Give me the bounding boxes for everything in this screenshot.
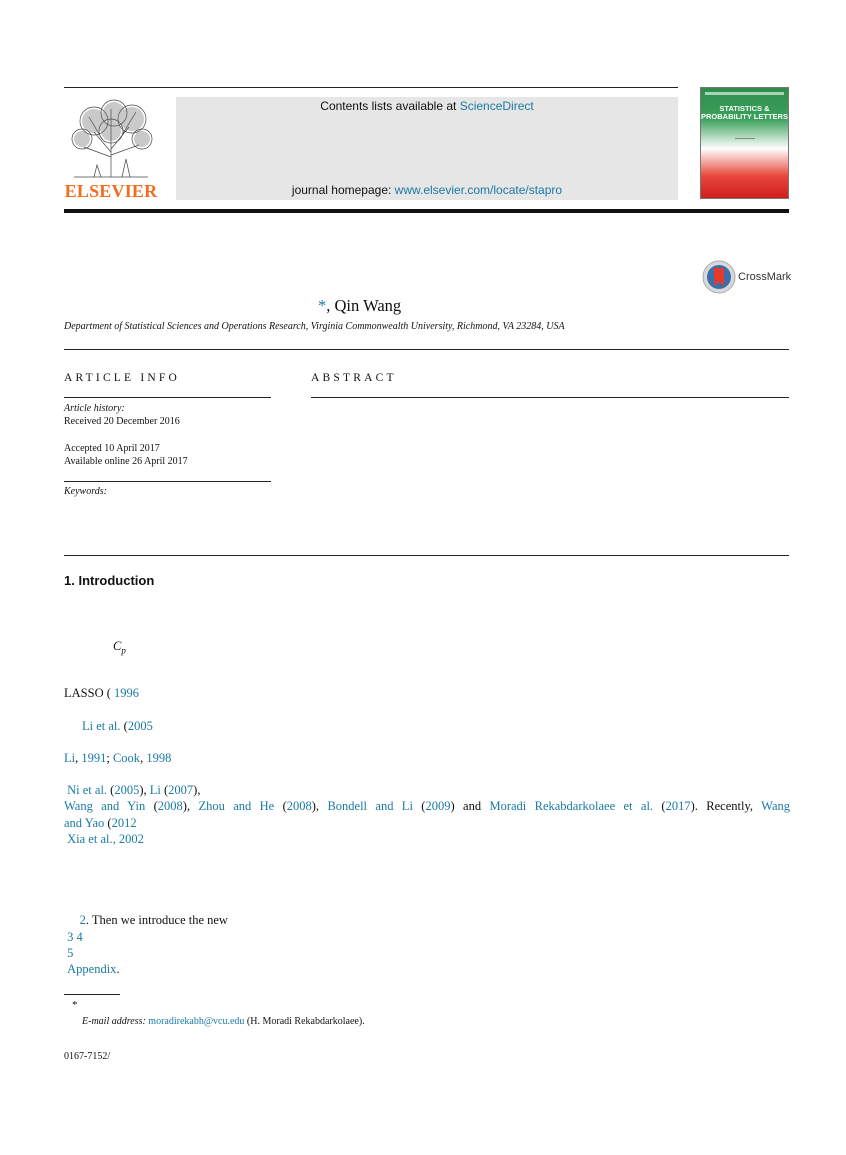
- wang-yao-year-link[interactable]: 2012: [111, 816, 137, 830]
- email-label: E-mail address:: [82, 1016, 146, 1027]
- bondell-li-year-link[interactable]: 2009: [425, 799, 451, 813]
- keywords-label: Keywords:: [64, 486, 107, 497]
- footnote-marker: *: [72, 999, 78, 1011]
- appendix-link[interactable]: Appendix: [67, 962, 117, 976]
- li-open-paren: (: [120, 719, 128, 733]
- cp-letter: C: [113, 639, 122, 653]
- xia-line: [64, 831, 144, 847]
- wang-yao-citation-link[interactable]: Wang: [761, 799, 791, 813]
- introduction-heading: 1. Introduction: [64, 573, 155, 588]
- available-date: Available online 26 April 2017: [64, 456, 188, 467]
- ni-li-line: Ni et al. (2005), Li (2007),: [67, 783, 201, 797]
- homepage-prefix: journal homepage:: [291, 183, 395, 197]
- cook-sep: ,: [140, 751, 147, 765]
- abstract-end-rule: [64, 555, 789, 556]
- journal-cover[interactable]: [700, 87, 789, 199]
- contents-line: [176, 99, 678, 113]
- affiliation-rule: [64, 349, 789, 350]
- semicolon: ;: [106, 751, 113, 765]
- section-5-link[interactable]: 5: [67, 946, 74, 960]
- cook-year-link[interactable]: 1998: [146, 751, 172, 765]
- cook-author-link[interactable]: Cook: [112, 751, 141, 765]
- received-date: Received 20 December 2016: [64, 416, 180, 427]
- citation-paragraph: Wang and Yin (2008), Zhou and He (2008), Bondell and Li (2009) and Moradi Rekabdarkolaee et al. (2017). Recently, Wang: [64, 799, 791, 813]
- header-thick-rule: [64, 209, 789, 213]
- li-1991-year-link[interactable]: 1991: [81, 751, 107, 765]
- ni-citation-link[interactable]: Ni et al.: [67, 783, 108, 797]
- appendix-line: [64, 961, 120, 977]
- email-owner: (H. Moradi Rekabdarkolaee).: [244, 1016, 365, 1027]
- crossmark-badge[interactable]: [702, 260, 792, 294]
- journal-header-box: [176, 97, 678, 200]
- appendix-period: .: [116, 962, 120, 976]
- section5-line: [64, 945, 73, 961]
- corresponding-author-marker[interactable]: *: [318, 296, 327, 315]
- article-info-rule: [64, 397, 271, 398]
- zhou-he-year-link[interactable]: 2008: [286, 799, 312, 813]
- li-2007-year-link[interactable]: 2007: [168, 783, 194, 797]
- publisher-wordmark: ELSEVIER: [64, 181, 158, 201]
- and-word: and: [463, 799, 482, 813]
- li-year-link[interactable]: 2005: [127, 719, 153, 733]
- journal-homepage-link[interactable]: www.elsevier.com/locate/stapro: [394, 183, 563, 197]
- cover-topbar: [705, 92, 784, 95]
- li-1991-author-link[interactable]: Li: [64, 751, 76, 765]
- ni-year-link[interactable]: 2005: [114, 783, 140, 797]
- author-separator: ,: [326, 296, 335, 315]
- li-cook-line: [64, 750, 171, 766]
- li-et-al-citation-link[interactable]: Li et al.: [82, 719, 121, 733]
- accepted-date: Accepted 10 April 2017: [64, 443, 160, 454]
- li-1991-sep: ,: [75, 751, 82, 765]
- moradi-citation-link[interactable]: Moradi Rekabdarkolaee et al.: [489, 799, 654, 813]
- footnote-rule: [64, 994, 120, 995]
- crossmark-label: CrossMark: [738, 271, 792, 283]
- cover-divider: [735, 138, 755, 139]
- wang-yao-line: [64, 815, 137, 831]
- xia-citation-link[interactable]: Xia et al., 2002: [67, 832, 144, 846]
- author-name: Qin Wang: [334, 296, 402, 315]
- sciencedirect-link[interactable]: ScienceDirect: [459, 99, 534, 113]
- zhou-he-citation-link[interactable]: Zhou and He: [198, 799, 275, 813]
- li-line: [82, 718, 153, 734]
- bondell-li-citation-link[interactable]: Bondell and Li: [327, 799, 413, 813]
- top-rule: [64, 87, 678, 88]
- wang-yin-year-link[interactable]: 2008: [157, 799, 183, 813]
- section2-line: [64, 912, 228, 928]
- section-2-text: . Then we introduce the new: [85, 913, 228, 927]
- email-link[interactable]: moradirekabh@vcu.edu: [148, 1016, 245, 1027]
- lasso-text: LASSO (: [64, 686, 111, 700]
- keywords-rule: [64, 481, 271, 482]
- section-3-4-link[interactable]: 3 4: [67, 930, 83, 944]
- recently-text: . Recently,: [694, 799, 754, 813]
- author-line: [318, 296, 401, 316]
- article-info-heading: ARTICLE INFO: [64, 372, 180, 384]
- abstract-heading: ABSTRACT: [311, 372, 397, 384]
- affiliation: Department of Statistical Sciences and Operations Research, Virginia Commonwealth University, Richmond, VA 23284, USA: [64, 321, 565, 332]
- elsevier-tree-icon: [64, 97, 158, 181]
- abstract-rule: [311, 397, 789, 398]
- issn: 0167-7152/: [64, 1051, 111, 1062]
- section34-line: [64, 929, 83, 945]
- footnote-email: [82, 1016, 365, 1027]
- cover-title: STATISTICS & PROBABILITY LETTERS: [701, 104, 788, 121]
- li-2007-citation-link[interactable]: Li: [149, 783, 161, 797]
- lasso-citation-link[interactable]: 1996: [114, 686, 140, 700]
- history-label: Article history:: [64, 403, 125, 414]
- wang-yao-open-paren: (: [104, 816, 112, 830]
- moradi-year-link[interactable]: 2017: [665, 799, 691, 813]
- elsevier-logo[interactable]: [64, 97, 158, 200]
- cp-symbol: [113, 638, 126, 659]
- homepage-line: [176, 183, 678, 197]
- contents-prefix: Contents lists available at: [320, 99, 460, 113]
- lasso-line: [64, 685, 139, 701]
- cp-subscript: p: [121, 645, 126, 656]
- section-2-link[interactable]: 2: [79, 913, 86, 927]
- crossmark-icon: [702, 260, 736, 294]
- wang-yin-citation-link[interactable]: Wang and Yin: [64, 799, 146, 813]
- wang-yao-citation-link-cont[interactable]: and Yao: [64, 816, 105, 830]
